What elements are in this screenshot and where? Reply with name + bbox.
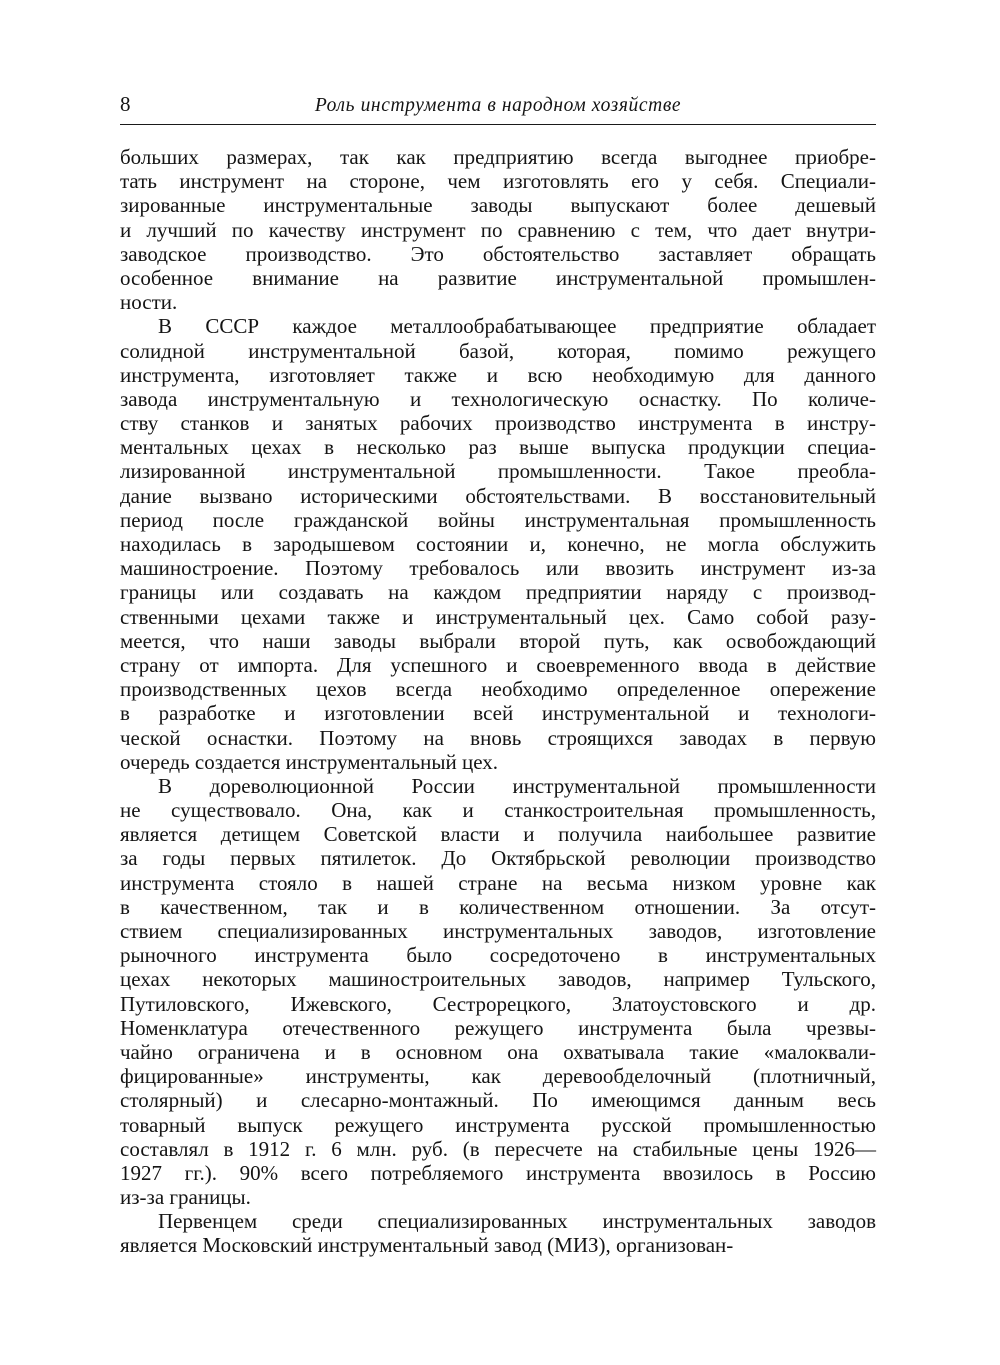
text-line: машиностроение. Поэтому требовалось или ввозить инструмент из-за bbox=[120, 556, 876, 581]
text-line: очередь создается инструментальный цех. bbox=[120, 749, 499, 774]
text-line: не существовало. Она, как и станкостроительная промышленность, bbox=[120, 798, 876, 823]
text-line: производственных цехов всегда необходимо определенное опережение bbox=[120, 677, 876, 702]
page bbox=[120, 90, 876, 1258]
text-line: столярный) и слесарно-монтажный. По имеющимся данным весь bbox=[120, 1088, 876, 1113]
text-line: инструмента стояло в нашей стране на весьма низком уровне как bbox=[120, 870, 876, 895]
paragraph-4 bbox=[120, 1209, 876, 1257]
text-line: особенное внимание на развитие инструментальной промышлен- bbox=[120, 265, 876, 290]
text-line: является Московский инструментальный завод (МИЗ), организован- bbox=[120, 1233, 734, 1258]
text-line: и лучший по качеству инструмент по сравнению с тем, что дает внутри- bbox=[120, 217, 876, 242]
text-line: составлял в 1912 г. 6 млн. руб. (в пересчете на стабильные цены 1926— bbox=[120, 1136, 876, 1161]
text-line: солидной инструментальной базой, которая, помимо режущего bbox=[120, 338, 876, 363]
text-line: Путиловского, Ижевского, Сестрорецкого, Златоустовского и др. bbox=[120, 991, 876, 1016]
text-line: страну от импорта. Для успешного и своевременного ввода в действие bbox=[120, 652, 876, 677]
text-line: за годы первых пятилеток. До Октябрьской революции производство bbox=[120, 846, 876, 871]
text-line: меется, что наши заводы выбрали второй путь, как освобождающий bbox=[120, 628, 876, 653]
text-line: из-за границы. bbox=[120, 1185, 251, 1210]
text-line: находилась в зародышевом состоянии и, конечно, не могла обслужить bbox=[120, 532, 876, 556]
text-line: Первенцем среди специализированных инструментальных заводов bbox=[158, 1209, 876, 1234]
text-line: ческой оснастки. Поэтому на вновь строящихся заводах в первую bbox=[120, 725, 876, 750]
text-line: В СССР каждое металлообрабатывающее предприятие обладает bbox=[158, 314, 876, 339]
text-line: инструмента, изготовляет также и всю необходимую для данного bbox=[120, 362, 876, 387]
paragraph-2 bbox=[120, 314, 876, 774]
text-line: дание вызвано историческими обстоятельствами. В восстановительный bbox=[120, 483, 876, 508]
text-line: ствием специализированных инструментальных заводов, изготовление bbox=[120, 919, 876, 943]
body-text bbox=[120, 145, 876, 1258]
text-line: чайно ограничена и в основном она охватывала такие «малоквали- bbox=[120, 1039, 876, 1064]
text-line: 1927 гг.). 90% всего потребляемого инструмента ввозилось в Россию bbox=[120, 1160, 876, 1185]
paragraph-1 bbox=[120, 145, 876, 314]
text-line: является детищем Советской власти и получила наибольшее развитие bbox=[120, 822, 876, 847]
text-line: фицированные» инструменты, как деревообделочный (плотничный, bbox=[120, 1064, 876, 1089]
text-line: период после гражданской войны инструментальная промышленность bbox=[120, 507, 876, 532]
text-line: Номенклатура отечественного режущего инструмента была чрезвы- bbox=[120, 1015, 876, 1040]
page-number: 8 bbox=[120, 92, 131, 116]
text-line: в разработке и изготовлении всей инструментальной и технологи- bbox=[120, 701, 876, 726]
text-line: ству станков и занятых рабочих производство инструмента в инстру- bbox=[120, 411, 876, 436]
text-line: ности. bbox=[120, 290, 178, 315]
text-line: рыночного инструмента было сосредоточено в инструментальных bbox=[120, 943, 876, 968]
text-line: больших размерах, так как предприятию всегда выгоднее приобре- bbox=[120, 145, 876, 169]
text-line: ментальных цехах в несколько раз выше выпуска продукции специа- bbox=[120, 435, 876, 460]
text-line: товарный выпуск режущего инструмента русской промышленностью bbox=[120, 1112, 876, 1137]
text-line: в качественном, так и в количественном отношении. За отсут- bbox=[120, 894, 876, 919]
text-line: лизированной инструментальной промышленности. Такое преобла- bbox=[120, 459, 876, 484]
text-line: завода инструментальную и технологическую оснастку. По количе- bbox=[120, 386, 876, 411]
text-line: ственными цехами также и инструментальный цех. Само собой разу- bbox=[120, 604, 876, 629]
text-line: цехах некоторых машиностроительных заводов, например Тульского, bbox=[120, 967, 876, 992]
text-line: тать инструмент на стороне, чем изготовлять его у себя. Специали- bbox=[120, 169, 876, 194]
running-header bbox=[120, 90, 876, 125]
text-line: В дореволюционной России инструментальной промышленности bbox=[158, 773, 876, 798]
running-title: Роль инструмента в народном хозяйстве bbox=[314, 95, 682, 116]
paragraph-3 bbox=[120, 774, 876, 1209]
text-line: зированные инструментальные заводы выпускают более дешевый bbox=[120, 193, 876, 218]
text-line: границы или создавать на каждом предприятии наряду с производ- bbox=[120, 580, 876, 605]
text-line: заводское производство. Это обстоятельство заставляет обращать bbox=[120, 241, 876, 266]
